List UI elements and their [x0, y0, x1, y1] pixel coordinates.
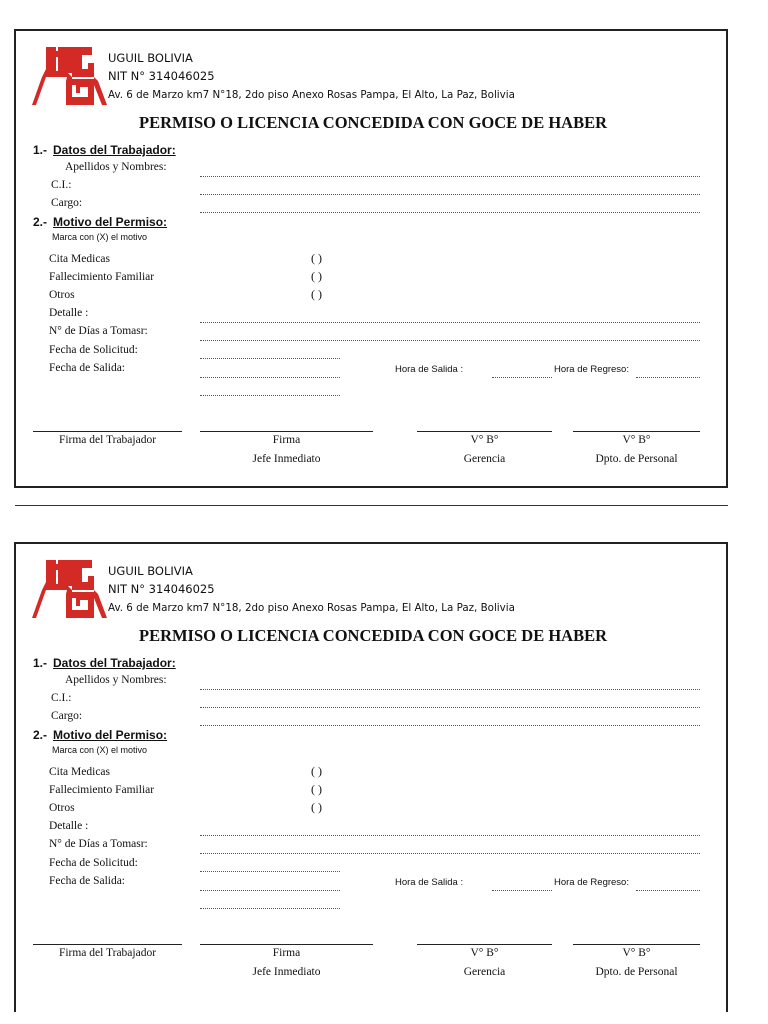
company-nit: NIT N° 314046025: [108, 582, 215, 596]
solicitud-label: Fecha de Solicitud:: [49, 344, 138, 356]
section-number: 2.-: [33, 728, 48, 742]
motive-fallecimiento: Fallecimiento Familiar: [49, 784, 155, 796]
detalle-label: Detalle :: [49, 820, 89, 832]
names-label: Apellidos y Nombres:: [65, 161, 167, 173]
salida-line[interactable]: [200, 377, 340, 378]
section-label: Motivo del Permiso:: [53, 728, 168, 742]
motive-otros: Otros: [49, 289, 75, 301]
dias-label: N° de Días a Tomasr:: [49, 325, 148, 337]
motive-cita: Cita Medicas: [49, 766, 110, 778]
section-motive-heading: [33, 215, 167, 229]
company-nit: NIT N° 314046025: [108, 69, 215, 83]
cargo-label: Cargo:: [51, 197, 83, 209]
ci-label: C.I.:: [51, 692, 72, 704]
motive-cita: Cita Medicas: [49, 253, 110, 265]
signature-line-jefe[interactable]: [200, 944, 373, 945]
salida-line-2[interactable]: [200, 908, 340, 909]
checkbox-cita[interactable]: ( ): [311, 764, 322, 778]
signature-line-personal[interactable]: [573, 944, 700, 945]
checkbox-fallecimiento[interactable]: ( ): [311, 269, 322, 283]
signature-line-trabajador[interactable]: [33, 944, 182, 945]
ug-logo: [32, 47, 107, 105]
names-line[interactable]: [200, 176, 700, 177]
caption-jefe: Jefe Inmediato: [252, 453, 321, 465]
form-title: PERMISO O LICENCIA CONCEDIDA CON GOCE DE HABER: [138, 113, 608, 132]
detalle-line[interactable]: [200, 322, 700, 323]
signature-line-jefe[interactable]: [200, 431, 373, 432]
salida-line[interactable]: [200, 890, 340, 891]
signature-line-gerencia[interactable]: [417, 431, 552, 432]
checkbox-fallecimiento[interactable]: ( ): [311, 782, 322, 796]
dias-line[interactable]: [200, 340, 700, 341]
section-number: 1.-: [33, 656, 48, 670]
caption-vb-gerencia: V° B°: [470, 947, 499, 959]
section-label: Datos del Trabajador:: [53, 143, 176, 157]
motive-hint: Marca con (X) el motivo: [52, 232, 148, 242]
ug-logo: [32, 560, 107, 618]
caption-personal: Dpto. de Personal: [595, 453, 678, 465]
section-number: 2.-: [33, 215, 48, 229]
company-address: Av. 6 de Marzo km7 N°18, 2do piso Anexo Rosas Pampa, El Alto, La Paz, Bolivia: [108, 89, 515, 101]
solicitud-label: Fecha de Solicitud:: [49, 857, 138, 869]
hora-salida-line[interactable]: [492, 377, 552, 378]
salida-label: Fecha de Salida:: [49, 875, 126, 887]
hora-regreso-line[interactable]: [636, 377, 700, 378]
cut-separator: [15, 505, 728, 506]
hora-regreso-line[interactable]: [636, 890, 700, 891]
hora-regreso-label: Hora de Regreso:: [554, 877, 629, 888]
names-label: Apellidos y Nombres:: [65, 674, 167, 686]
caption-trabajador: Firma del Trabajador: [58, 434, 157, 446]
caption-vb-personal: V° B°: [622, 947, 651, 959]
solicitud-line[interactable]: [200, 871, 340, 872]
signature-line-trabajador[interactable]: [33, 431, 182, 432]
caption-personal: Dpto. de Personal: [595, 966, 678, 978]
permit-form-2: [14, 542, 728, 1012]
checkbox-otros[interactable]: ( ): [311, 287, 322, 301]
section-worker-heading: [33, 656, 176, 670]
motive-otros: Otros: [49, 802, 75, 814]
caption-vb-personal: V° B°: [622, 434, 651, 446]
cargo-line[interactable]: [200, 725, 700, 726]
cargo-line[interactable]: [200, 212, 700, 213]
caption-gerencia: Gerencia: [463, 453, 506, 465]
form-title: PERMISO O LICENCIA CONCEDIDA CON GOCE DE HABER: [138, 626, 608, 645]
checkbox-cita[interactable]: ( ): [311, 251, 322, 265]
caption-jefe: Jefe Inmediato: [252, 966, 321, 978]
section-worker-heading: [33, 143, 176, 157]
section-motive-heading: [33, 728, 167, 742]
signature-line-gerencia[interactable]: [417, 944, 552, 945]
company-address: Av. 6 de Marzo km7 N°18, 2do piso Anexo Rosas Pampa, El Alto, La Paz, Bolivia: [108, 602, 515, 614]
names-line[interactable]: [200, 689, 700, 690]
ci-label: C.I.:: [51, 179, 72, 191]
salida-line-2[interactable]: [200, 395, 340, 396]
caption-firma: Firma: [272, 434, 301, 446]
dias-label: N° de Días a Tomasr:: [49, 838, 148, 850]
section-number: 1.-: [33, 143, 48, 157]
section-label: Motivo del Permiso:: [53, 215, 168, 229]
cargo-label: Cargo:: [51, 710, 83, 722]
caption-trabajador: Firma del Trabajador: [58, 947, 157, 959]
hora-regreso-label: Hora de Regreso:: [554, 364, 629, 375]
caption-gerencia: Gerencia: [463, 966, 506, 978]
hora-salida-label: Hora de Salida :: [395, 364, 464, 375]
salida-label: Fecha de Salida:: [49, 362, 126, 374]
ci-line[interactable]: [200, 194, 700, 195]
hora-salida-label: Hora de Salida :: [395, 877, 464, 888]
company-name: UGUIL BOLIVIA: [108, 51, 193, 65]
ci-line[interactable]: [200, 707, 700, 708]
hora-salida-line[interactable]: [492, 890, 552, 891]
dias-line[interactable]: [200, 853, 700, 854]
signature-line-personal[interactable]: [573, 431, 700, 432]
detalle-line[interactable]: [200, 835, 700, 836]
section-label: Datos del Trabajador:: [53, 656, 176, 670]
company-name: UGUIL BOLIVIA: [108, 564, 193, 578]
motive-fallecimiento: Fallecimiento Familiar: [49, 271, 155, 283]
caption-vb-gerencia: V° B°: [470, 434, 499, 446]
checkbox-otros[interactable]: ( ): [311, 800, 322, 814]
detalle-label: Detalle :: [49, 307, 89, 319]
solicitud-line[interactable]: [200, 358, 340, 359]
caption-firma: Firma: [272, 947, 301, 959]
permit-form-1: [14, 29, 728, 488]
motive-hint: Marca con (X) el motivo: [52, 745, 148, 755]
